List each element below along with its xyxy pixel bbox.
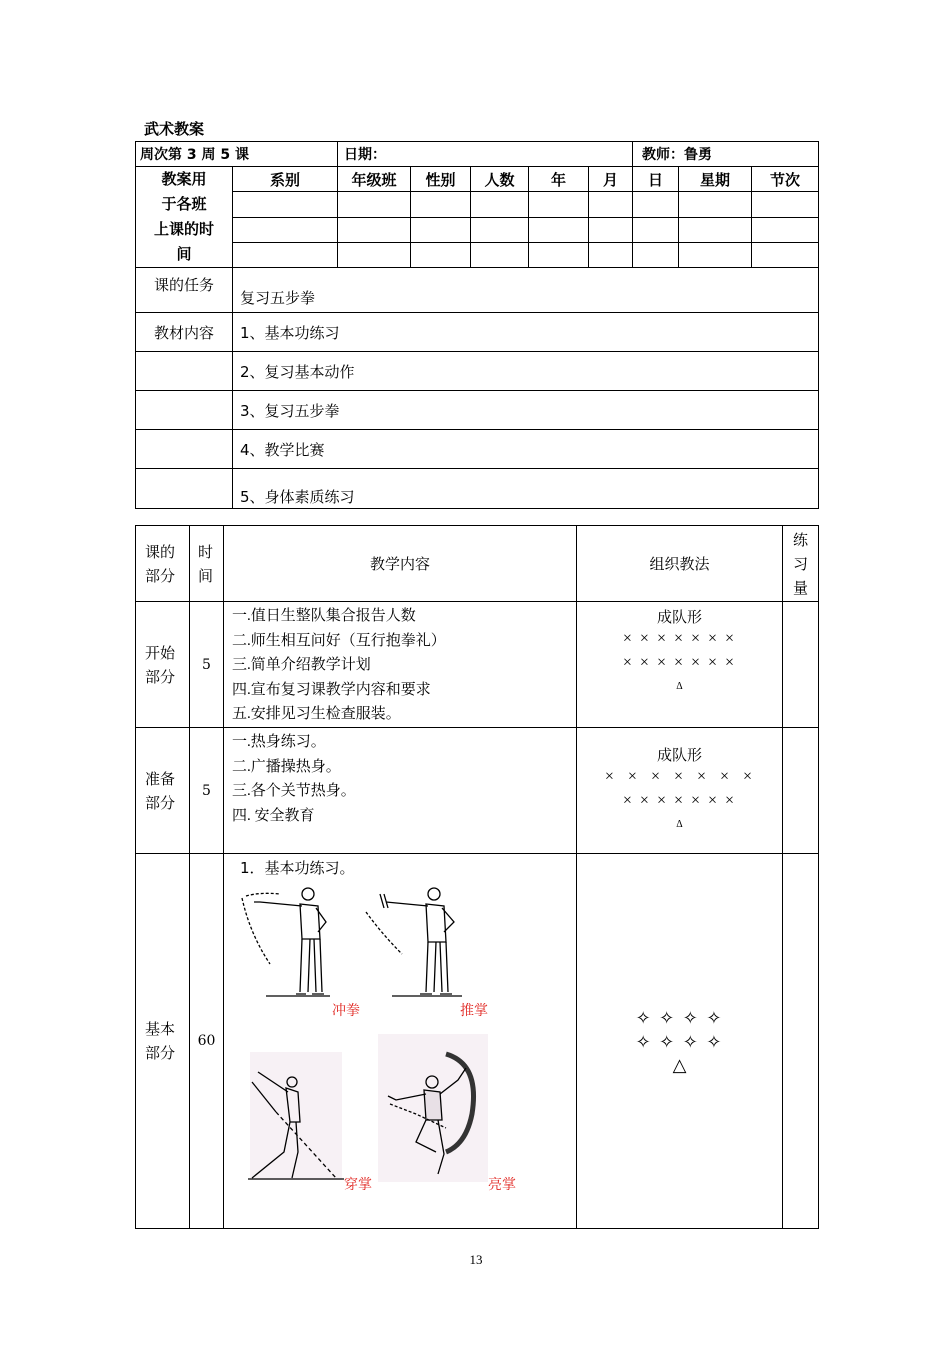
row-start-load (783, 602, 819, 728)
task-label: 课的任务 (136, 268, 233, 313)
header-time: 时 间 (190, 526, 224, 602)
list-item: 一.热身练习。 (232, 734, 326, 750)
caption-bright-palm: 亮掌 (488, 1177, 516, 1193)
col-department: 系别 (233, 167, 338, 192)
row-prep-load (783, 728, 819, 854)
content-item: 5、身体素质练习 (233, 469, 819, 509)
content-item: 2、复习基本动作 (233, 352, 819, 391)
row-prep-content (224, 728, 577, 854)
caption-punch: 冲拳 (332, 1003, 360, 1019)
col-month: 月 (589, 167, 633, 192)
schedule-row (136, 192, 819, 217)
content-item: 1、基本功练习 (233, 313, 819, 352)
list-item: 四. 安全教育 (232, 807, 315, 824)
content-item: 4、教学比赛 (233, 430, 819, 469)
push-palm-figure (362, 884, 482, 1009)
header-part: 课的 部分 (136, 526, 190, 602)
list-item: 二.广播操热身。 (232, 758, 341, 775)
week-lesson: 周次第 3 周 5 课 (136, 142, 338, 167)
col-year: 年 (529, 167, 589, 192)
col-day: 日 (633, 167, 679, 192)
task-value: 复习五步拳 (233, 268, 819, 313)
col-count: 人数 (471, 167, 529, 192)
row-start-time: 5 (190, 602, 224, 728)
row-main-part: 基本 部分 (136, 854, 190, 1229)
document-title: 武术教案 (144, 120, 205, 138)
threading-palm-figure (246, 1052, 346, 1182)
row-main-content (224, 854, 577, 1229)
content-item: 3、复习五步拳 (233, 391, 819, 430)
row-prep-formation: 成队形 × × × × × × × × × × × × × × Δ (577, 728, 783, 854)
col-grade-class: 年级班 (338, 167, 411, 192)
list-item: 五.安排见习生检查服装。 (232, 706, 401, 722)
list-item: 一.值日生整队集合报告人数 (232, 608, 416, 624)
row-start-formation: 成队形 × × × × × × × × × × × × × × Δ (577, 602, 783, 728)
row-start-part: 开始 部分 (136, 602, 190, 728)
col-period: 节次 (752, 167, 819, 192)
header-method: 组织教法 (577, 526, 783, 602)
row-start-content (224, 602, 577, 728)
row-prep-time: 5 (190, 728, 224, 854)
row-main-load (783, 854, 819, 1229)
caption-push-palm: 推掌 (460, 1003, 488, 1019)
schedule-row (136, 217, 819, 242)
date-label: 日期： (338, 142, 633, 167)
bright-palm-figure (376, 1034, 491, 1184)
row-main-time: 60 (190, 854, 224, 1229)
schedule-label: 教案用 于各班 上课的时 间 (136, 167, 233, 268)
list-item: 三.简单介绍教学计划 (232, 657, 371, 673)
teacher-label: 教师：鲁勇 (633, 142, 819, 167)
lesson-plan-table (135, 525, 819, 1229)
list-item: 三.各个关节热身。 (232, 783, 356, 799)
schedule-row (136, 242, 819, 267)
col-weekday: 星期 (679, 167, 752, 192)
row-prep-part: 准备 部分 (136, 728, 190, 854)
content-label: 教材内容 (136, 313, 233, 352)
lesson-info-table (135, 141, 819, 509)
page-number: 13 (469, 1252, 483, 1267)
header-load: 练 习 量 (783, 526, 819, 602)
row-main-formation: ✧ ✧ ✧ ✧ ✧ ✧ ✧ ✧ △ (577, 854, 783, 1229)
col-gender: 性别 (411, 167, 471, 192)
punch-figure (240, 884, 340, 1009)
list-item: 二.师生相互问好（互行抱拳礼） (232, 632, 446, 649)
list-item: 四.宣布复习课教学内容和要求 (232, 681, 431, 698)
main-heading: 1．基本功练习。 (240, 859, 355, 877)
caption-threading-palm: 穿掌 (344, 1177, 372, 1193)
header-content: 教学内容 (224, 526, 577, 602)
